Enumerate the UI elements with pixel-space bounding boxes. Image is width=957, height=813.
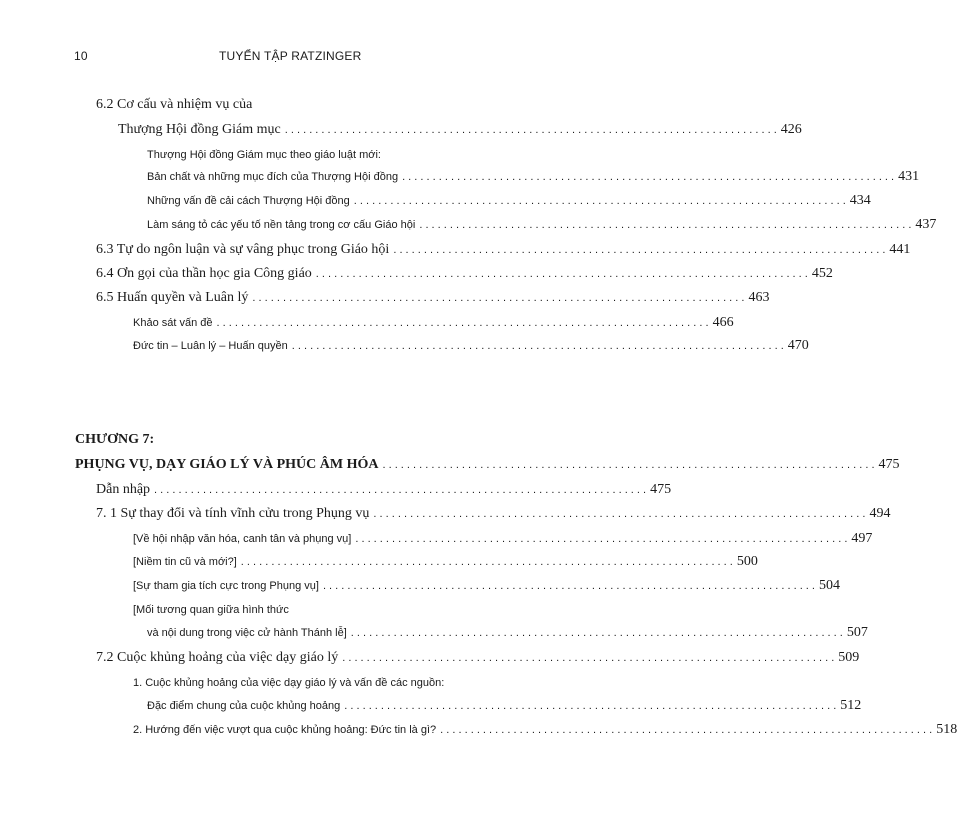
toc-entry-text: [Niềm tin cũ và mới?]: [133, 556, 237, 568]
leader-dots: [347, 623, 847, 643]
leader-dots: [398, 167, 898, 187]
toc-entry-text: [Sự tham gia tích cực trong Phụng vụ]: [133, 580, 319, 592]
toc-page-number: 434: [849, 193, 871, 208]
toc-entry-text: Thượng Hội đồng Giám mục theo giáo luật mới:: [147, 149, 381, 161]
leader-dots: [248, 288, 748, 308]
toc-page-number: 500: [736, 554, 758, 569]
leader-dots: [351, 529, 851, 549]
toc-entry-6-4: [96, 264, 833, 284]
toc-entry-text: Đặc điểm chung của cuộc khủng hoảng: [147, 700, 341, 712]
toc-entry-6-5: [96, 288, 770, 308]
toc-subentry: [147, 145, 460, 165]
leader-dots: [319, 576, 819, 596]
toc-subentry: [147, 215, 937, 235]
toc-page-number: 512: [840, 698, 862, 713]
leader-dots: [150, 480, 650, 500]
toc-subentry: [133, 313, 734, 333]
toc-page-number: 507: [846, 625, 868, 640]
toc-page-number: 441: [889, 242, 911, 257]
leader-dots: [436, 720, 936, 740]
toc-page-number: 497: [851, 531, 873, 546]
leader-dots: [389, 240, 889, 260]
leader-dots: [415, 215, 915, 235]
running-title: TUYỂN TẬP RATZINGER: [219, 49, 362, 63]
toc-page-number: 518: [936, 722, 957, 737]
toc-entry-7-1: [96, 504, 891, 524]
toc-page-number: 494: [869, 506, 891, 521]
toc-subentry: [147, 191, 871, 211]
leader-dots: [281, 120, 781, 140]
toc-page-number: 504: [818, 578, 840, 593]
toc-subentry: [133, 600, 460, 620]
toc-entry-text: 7. 1 Sự thay đổi và tính vĩnh cửu trong Phụng vụ: [96, 506, 370, 521]
toc-entry-text: 6.5 Huấn quyền và Luân lý: [96, 290, 249, 305]
leader-dots: [350, 191, 850, 211]
toc-entry-text: 7.2 Cuộc khủng hoảng của việc dạy giáo lý: [96, 650, 339, 665]
toc-entry-intro: [96, 480, 672, 500]
leader-dots: [288, 336, 788, 356]
toc-subentry: [147, 167, 920, 187]
toc-entry-text: Bản chất và những mục đích của Thượng Hội đồng: [147, 171, 399, 183]
toc-page-number: 466: [712, 315, 734, 330]
toc-entry-text: PHỤNG VỤ, DẠY GIÁO LÝ VÀ PHÚC ÂM HÓA: [75, 457, 379, 472]
toc-page-number: 452: [811, 266, 833, 281]
toc-entry-text: Khảo sát vấn đề: [133, 317, 213, 329]
toc-entry-text: 6.3 Tự do ngôn luận và sự vâng phục trong Giáo hội: [96, 242, 390, 257]
leader-dots: [378, 455, 878, 475]
toc-subentry: [147, 623, 868, 643]
toc-entry-6-2: [96, 95, 460, 115]
toc-entry-text: 2. Hướng đến việc vượt qua cuộc khủng hoảng: Đức tin là gì?: [133, 724, 437, 736]
toc-subentry: [133, 720, 957, 740]
leader-dots: [237, 552, 737, 572]
page-number: 10: [74, 49, 88, 63]
toc-page-number: 463: [748, 290, 770, 305]
toc-entry-text: Đức tin – Luân lý – Huấn quyền: [133, 340, 288, 352]
toc-page-number: 475: [878, 457, 900, 472]
toc-subentry: [133, 552, 758, 572]
toc-subentry: [133, 673, 460, 693]
toc-entry-6-2: [118, 120, 802, 140]
toc-entry-6-3: [96, 240, 911, 260]
toc-entry-text: 6.4 Ơn gọi của thần học gia Công giáo: [96, 266, 312, 281]
toc-subentry: [133, 336, 809, 356]
toc-entry-text: Dẫn nhập: [96, 482, 151, 497]
toc-subentry: [133, 576, 840, 596]
toc-page-number: 475: [650, 482, 672, 497]
toc-page-number: 470: [787, 338, 809, 353]
toc-entry-text: [Mối tương quan giữa hình thức: [133, 604, 289, 616]
toc-subentry: [147, 696, 862, 716]
toc-entry-text: 6.2 Cơ cấu và nhiệm vụ của: [96, 97, 253, 112]
toc-page-number: 437: [915, 217, 937, 232]
chapter-title: [75, 455, 900, 475]
toc-page-number: 431: [898, 169, 920, 184]
leader-dots: [338, 648, 838, 668]
toc-page-number: 426: [780, 122, 802, 137]
toc-entry-text: CHƯƠNG 7:: [75, 432, 155, 447]
toc-entry-text: 1. Cuộc khủng hoảng của việc dạy giáo lý và vấn đề các nguồn:: [133, 677, 445, 689]
toc-entry-text: Thượng Hội đồng Giám mục: [118, 122, 281, 137]
toc-subentry: [133, 529, 873, 549]
toc-entry-text: [Về hội nhập văn hóa, canh tân và phụng vụ]: [133, 533, 352, 545]
toc-entry-7-2: [96, 648, 860, 668]
leader-dots: [213, 313, 713, 333]
toc-entry-text: Làm sáng tỏ các yếu tố nền tảng trong cơ cấu Giáo hội: [147, 219, 416, 231]
leader-dots: [369, 504, 869, 524]
leader-dots: [312, 264, 812, 284]
toc-entry-text: Những vấn đề cải cách Thượng Hội đồng: [147, 195, 350, 207]
leader-dots: [340, 696, 840, 716]
toc-page-number: 509: [838, 650, 860, 665]
toc-entry-text: và nội dung trong việc cử hành Thánh lễ]: [147, 627, 347, 639]
chapter-label: [75, 430, 460, 450]
